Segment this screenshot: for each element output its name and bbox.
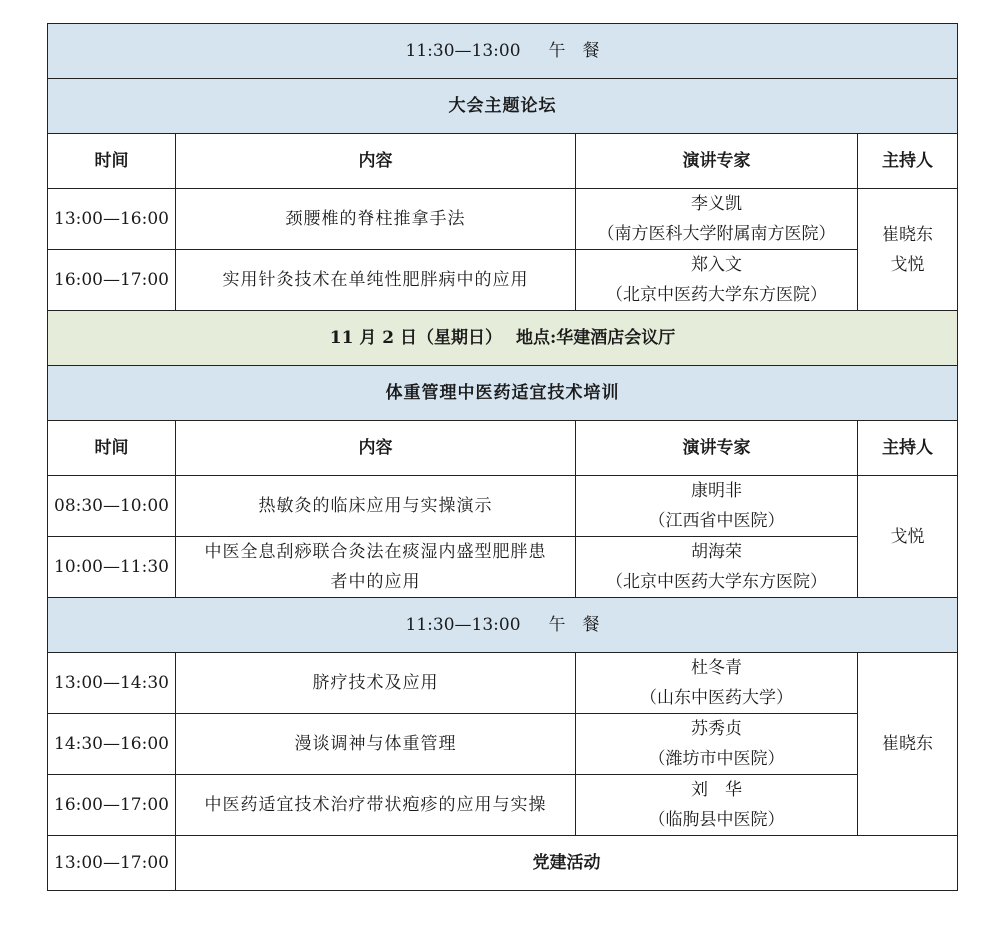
speaker-org: （南方医科大学附属南方医院） [597, 224, 836, 244]
session-speaker [576, 653, 858, 714]
speaker-org: （山东中医药大学） [640, 688, 793, 708]
day-place: 地点:华建酒店会议厅 [516, 328, 676, 348]
session-time: 16:00—17:00 [48, 775, 176, 836]
forum-header-row [48, 134, 958, 189]
speaker-name: 胡海荣 [691, 542, 742, 562]
lunch-text: 午 餐 [548, 615, 600, 635]
training-title: 体重管理中医药适宜技术培训 [48, 366, 958, 421]
session-time: 10:00—11:30 [48, 537, 176, 598]
session-content: 漫谈调神与体重管理 [176, 714, 576, 775]
lunch-time: 11:30—13:00 [405, 41, 521, 61]
morning-host: 戈悦 [858, 476, 958, 598]
table-row [48, 189, 958, 250]
speaker-org: （潍坊市中医院） [648, 749, 785, 769]
table-row [48, 714, 958, 775]
day-band [48, 311, 958, 366]
session-content: 实用针灸技术在单纯性肥胖病中的应用 [176, 250, 576, 311]
table-row [48, 537, 958, 598]
speaker-org: （江西省中医院） [648, 511, 785, 531]
session-speaker [576, 714, 858, 775]
speaker-org: （北京中医药大学东方医院） [606, 572, 827, 592]
forum-host [858, 189, 958, 311]
speaker-name: 苏秀贞 [691, 719, 742, 739]
lunch-band-1 [48, 24, 958, 79]
party-label: 党建活动 [176, 836, 958, 891]
table-row [48, 775, 958, 836]
schedule-table [47, 23, 958, 891]
content-line: 中医全息刮痧联合灸法在痰湿内盛型肥胖患 [204, 542, 547, 562]
header-host: 主持人 [858, 134, 958, 189]
session-time: 13:00—16:00 [48, 189, 176, 250]
session-time: 14:30—16:00 [48, 714, 176, 775]
lunch-time: 11:30—13:00 [405, 615, 521, 635]
forum-title-band [48, 79, 958, 134]
speaker-name: 杜冬青 [691, 658, 742, 678]
session-speaker [576, 537, 858, 598]
lunch-band-2 [48, 598, 958, 653]
forum-title: 大会主题论坛 [48, 79, 958, 134]
session-speaker [576, 250, 858, 311]
header-content: 内容 [176, 134, 576, 189]
party-time: 13:00—17:00 [48, 836, 176, 891]
speaker-org: （临朐县中医院） [648, 810, 785, 830]
training-header-row [48, 421, 958, 476]
table-row [48, 476, 958, 537]
session-time: 13:00—14:30 [48, 653, 176, 714]
content-line: 者中的应用 [330, 572, 421, 592]
header-speaker: 演讲专家 [576, 134, 858, 189]
session-content: 颈腰椎的脊柱推拿手法 [176, 189, 576, 250]
session-content [176, 537, 576, 598]
session-time: 08:30—10:00 [48, 476, 176, 537]
speaker-org: （北京中医药大学东方医院） [606, 285, 827, 305]
table-row [48, 653, 958, 714]
session-content: 脐疗技术及应用 [176, 653, 576, 714]
speaker-name: 郑入文 [691, 255, 742, 275]
host-name: 崔晓东 [882, 224, 934, 245]
speaker-name: 康明非 [691, 481, 742, 501]
speaker-name: 李义凯 [691, 194, 742, 214]
speaker-name: 刘 华 [691, 780, 742, 800]
header-time: 时间 [48, 421, 176, 476]
session-content: 中医药适宜技术治疗带状疱疹的应用与实操 [176, 775, 576, 836]
host-name: 戈悦 [890, 254, 925, 275]
header-speaker: 演讲专家 [576, 421, 858, 476]
session-time: 16:00—17:00 [48, 250, 176, 311]
session-speaker [576, 189, 858, 250]
header-content: 内容 [176, 421, 576, 476]
session-content: 热敏灸的临床应用与实操演示 [176, 476, 576, 537]
training-title-band [48, 366, 958, 421]
session-speaker [576, 775, 858, 836]
session-speaker [576, 476, 858, 537]
header-time: 时间 [48, 134, 176, 189]
party-row [48, 836, 958, 891]
lunch-text: 午 餐 [548, 41, 600, 61]
header-host: 主持人 [858, 421, 958, 476]
afternoon-host: 崔晓东 [858, 653, 958, 836]
day-date: 11 月 2 日（星期日） [329, 328, 502, 348]
table-row [48, 250, 958, 311]
